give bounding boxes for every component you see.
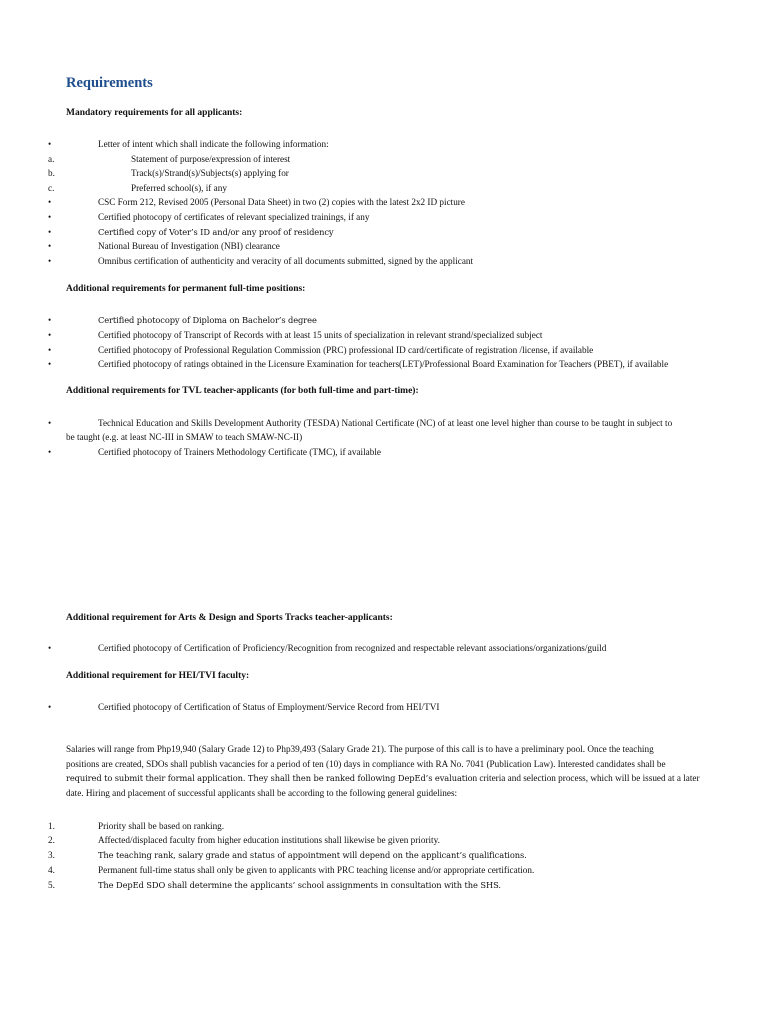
salary-line-part: n criteria and selection process, which will be issued at a later bbox=[472, 773, 700, 783]
hei-item: Certified photocopy of Certification of Status of Employment/Service Record from HEI/TVI bbox=[98, 702, 440, 712]
sub-item-marker: a. bbox=[48, 154, 55, 164]
permanent-item: Certified photocopy of ratings obtained in the Licensure Examination for teachers(LET)/Professional Board Examination for Teachers (PBET), if available bbox=[98, 359, 669, 369]
bullet-marker: • bbox=[48, 702, 52, 712]
arts-heading: Additional requirement for Arts & Design and Sports Tracks teacher-applicants: bbox=[66, 613, 393, 623]
bullet-marker: • bbox=[48, 330, 52, 340]
page-title: Requirements bbox=[66, 75, 153, 91]
bullet-marker: • bbox=[48, 345, 52, 355]
guideline-item: Affected/displaced faculty from higher education institutions shall likewise be given priority. bbox=[98, 835, 440, 845]
mandatory-item: Certified photocopy of certificates of relevant specialized trainings, if any bbox=[98, 212, 370, 222]
sub-item-marker: b. bbox=[48, 168, 55, 178]
bullet-marker: • bbox=[48, 241, 52, 251]
hei-heading: Additional requirement for HEI/TVI faculty: bbox=[66, 671, 250, 681]
mandatory-heading: Mandatory requirements for all applicants: bbox=[66, 108, 243, 118]
arts-item: Certified photocopy of Certification of Proficiency/Recognition from recognized and respectable relevant associations/organizations/guild bbox=[98, 643, 607, 653]
mandatory-item: Omnibus certification of authenticity and veracity of all documents submitted, signed by the applicant bbox=[98, 256, 474, 266]
bullet-marker: • bbox=[48, 227, 52, 237]
sub-item-text: Track(s)/Strand(s)/Subjects(s) applying for bbox=[131, 168, 289, 178]
guideline-marker: 3. bbox=[48, 850, 55, 860]
permanent-heading: Additional requirements for permanent full-time positions: bbox=[66, 284, 306, 294]
sub-item-marker: c. bbox=[48, 183, 55, 193]
permanent-item: Certified photocopy of Professional Regulation Commission (PRC) professional ID card/certificate of registration /license, if available bbox=[98, 345, 594, 355]
guideline-item: The teaching rank, salary grade and status of appointment will depend on the applicant’s qualifications. bbox=[98, 850, 527, 860]
bullet-marker: • bbox=[48, 418, 52, 428]
guideline-marker: 4. bbox=[48, 865, 55, 875]
salary-line bbox=[66, 772, 700, 784]
bullet-marker: • bbox=[48, 359, 52, 369]
tvl-item: Certified photocopy of Trainers Methodology Certificate (TMC), if available bbox=[98, 447, 381, 457]
mandatory-item: CSC Form 212, Revised 2005 (Personal Data Sheet) in two (2) copies with the latest 2x2 ID picture bbox=[98, 197, 465, 207]
permanent-item: Certified photocopy of Transcript of Records with at least 15 units of specialization in relevant strand/specialized subject bbox=[98, 330, 543, 340]
sub-item-text: Preferred school(s), if any bbox=[131, 183, 227, 193]
tvl-item-line2: be taught (e.g. at least NC-III in SMAW to teach SMAW-NC-II) bbox=[66, 432, 303, 442]
bullet-marker: • bbox=[48, 197, 52, 207]
tvl-item-line1: Technical Education and Skills Development Authority (TESDA) National Certificate (NC) of at least one level higher than course to be taught in subject to bbox=[98, 418, 673, 428]
bullet-marker: • bbox=[48, 212, 52, 222]
salary-line-part: required to submit their formal application. They shall then be ranked following DepEd’s evaluatio bbox=[66, 773, 473, 783]
bullet-marker: • bbox=[48, 256, 52, 266]
bullet-marker: • bbox=[48, 643, 52, 653]
bullet-marker: • bbox=[48, 139, 52, 149]
guideline-item: The DepEd SDO shall determine the applicants’ school assignments in consultation with the SHS. bbox=[98, 880, 501, 890]
bullet-marker: • bbox=[48, 315, 52, 325]
guideline-marker: 5. bbox=[48, 880, 55, 890]
mandatory-letter-item: Letter of intent which shall indicate the following information: bbox=[98, 139, 329, 149]
guideline-marker: 1. bbox=[48, 821, 55, 831]
tvl-heading: Additional requirements for TVL teacher-applicants (for both full-time and part-time): bbox=[66, 386, 419, 396]
mandatory-item: Certified copy of Voter’s ID and/or any proof of residency bbox=[98, 227, 334, 237]
salary-line: date. Hiring and placement of successful applicants shall be according to the following general guidelines: bbox=[66, 788, 458, 798]
salary-line: positions are created, SDOs shall publish vacancies for a period of ten (10) days in compliance with RA No. 7041 (Publication Law). Interested candidates shall be bbox=[66, 759, 666, 769]
guideline-marker: 2. bbox=[48, 835, 55, 845]
sub-item-text: Statement of purpose/expression of interest bbox=[131, 154, 291, 164]
bullet-marker: • bbox=[48, 447, 52, 457]
guideline-item: Priority shall be based on ranking. bbox=[98, 821, 225, 831]
guideline-item: Permanent full-time status shall only be given to applicants with PRC teaching license and/or appropriate certification. bbox=[98, 865, 535, 875]
mandatory-item: National Bureau of Investigation (NBI) clearance bbox=[98, 241, 280, 251]
permanent-item: Certified photocopy of Diploma on Bachelor’s degree bbox=[98, 315, 317, 325]
salary-line: Salaries will range from Php19,940 (Salary Grade 12) to Php39,493 (Salary Grade 21). The purpose of this call is to have a preliminary pool. Once the teaching bbox=[66, 744, 654, 754]
